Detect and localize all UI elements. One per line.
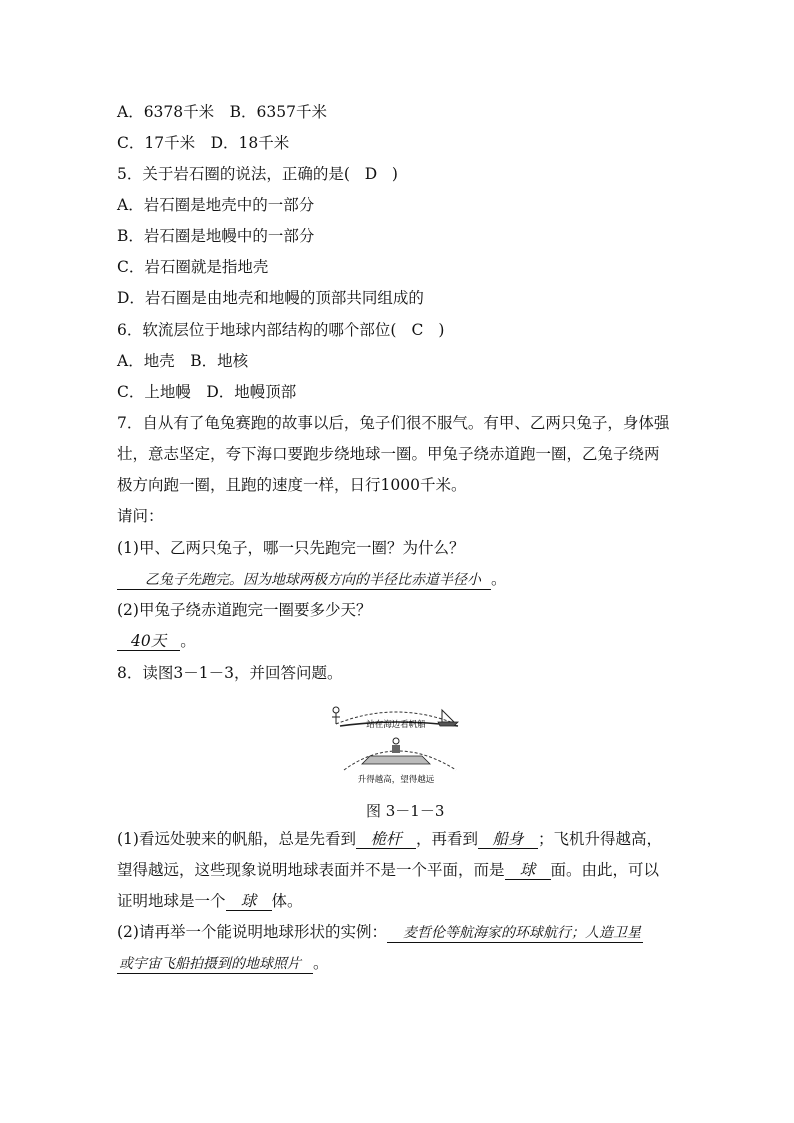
q8-answer-example-2: 或宇宙飞船拍摄到的地球照片 — [117, 955, 313, 974]
q8-stem: 8．读图3－1－3，并回答问题。 — [117, 664, 343, 682]
observer-icon — [332, 707, 340, 724]
q7-answer-1: 乙兔子先跑完。因为地球两极方向的半径比赤道半径小 — [117, 571, 491, 590]
q7-stem-line-2: 壮，意志坚定，夸下海口要跑步绕地球一圈。甲兔子绕赤道跑一圈，乙兔子绕两 — [117, 445, 660, 463]
q5-stem-pre: 5．关于岩石圈的说法，正确的是( — [117, 165, 350, 183]
q5-stem-post: ) — [391, 165, 398, 183]
q8-text-3a: 证明地球是一个 — [117, 892, 226, 910]
q7-sub-question-2: (2)甲兔子绕赤道跑完一圈要多少天？ — [117, 601, 372, 619]
q8-text-1d: ；飞机升得越高， — [537, 830, 662, 848]
q8-text-1a: (1)看远处驶来的帆船，总是先看到 — [117, 830, 356, 848]
q7-stem-line-3: 极方向跑一圈，且跑的速度一样，日行1000千米。 — [117, 476, 467, 494]
climbing-person-icon — [392, 738, 400, 753]
q8-answer-example-1: 麦哲伦等航海家的环球航行；人造卫星 — [387, 924, 643, 943]
q6-stem-pre: 6．软流层位于地球内部结构的哪个部位( — [117, 321, 397, 339]
q7-sub-question-1: (1)甲、乙两只兔子，哪一只先跑完一圈？为什么？ — [117, 539, 465, 557]
earth-curvature-figure — [326, 700, 466, 788]
q6-options-ab: A．地壳 B．地核 — [117, 352, 249, 370]
q8-sentence-3 — [117, 891, 303, 911]
q7-ask: 请问： — [117, 507, 164, 525]
sailboat-icon — [438, 710, 458, 726]
q8-text-2c: 面。由此，可以 — [550, 861, 660, 879]
figure-caption: 图 3－1－3 — [366, 802, 445, 820]
q8-text-4a: (2)请再举一个能说明地球形状的实例： — [117, 923, 387, 941]
q5-option-d: D．岩石圈是由地壳和地幔的顶部共同组成的 — [117, 289, 424, 307]
q7-answer-2: 40天 — [117, 632, 180, 651]
q5-answer: D — [364, 165, 378, 183]
q7-answer-2-end: 。 — [180, 632, 196, 650]
q8-answer-body: 球 — [226, 892, 272, 911]
q5-option-b: B．岩石圈是地幔中的一部分 — [117, 227, 315, 245]
q8-text-2a: 望得越远，这些现象说明地球表面并不是一个平面，而是 — [117, 861, 505, 879]
q8-answer-surface: 球 — [505, 861, 551, 880]
q8-text-1c: ，再看到 — [415, 830, 478, 848]
q8-answer-mast: 桅杆 — [356, 830, 416, 849]
q8-text-5c: 。 — [313, 954, 329, 972]
figure-label-bottom: 升得越高，望得越远 — [357, 775, 435, 785]
q6-answer: C — [411, 321, 424, 339]
q7-stem-line-1: 7．自从有了龟兔赛跑的故事以后，兔子们很不服气。有甲、乙两只兔子，身体强 — [117, 414, 670, 432]
figure-label-top: 站在海边看帆船 — [366, 720, 426, 730]
q5-option-a: A．岩石圈是地壳中的一部分 — [117, 196, 315, 214]
q6-options-cd: C．上地幔 D．地幔顶部 — [117, 383, 297, 401]
q8-text-3c: 体。 — [271, 892, 303, 910]
q4-options-ab: A．6378千米 B．6357千米 — [117, 103, 327, 121]
q5-option-c: C．岩石圈就是指地壳 — [117, 258, 269, 276]
q4-options-cd: C．17千米 D．18千米 — [117, 134, 290, 152]
q6-stem-post: ) — [438, 321, 445, 339]
q6-stem — [117, 320, 444, 340]
q8-sentence-1 — [117, 829, 662, 849]
q7-answer-2-line — [117, 631, 196, 651]
q7-answer-1-end: 。 — [491, 570, 507, 588]
q7-answer-1-line — [117, 569, 507, 590]
q8-sentence-5 — [117, 953, 329, 974]
q8-sentence-2 — [117, 860, 659, 880]
hill-shape — [362, 756, 430, 764]
q8-sentence-4 — [117, 922, 643, 943]
q8-answer-hull: 船身 — [478, 830, 538, 849]
q5-stem — [117, 164, 398, 184]
